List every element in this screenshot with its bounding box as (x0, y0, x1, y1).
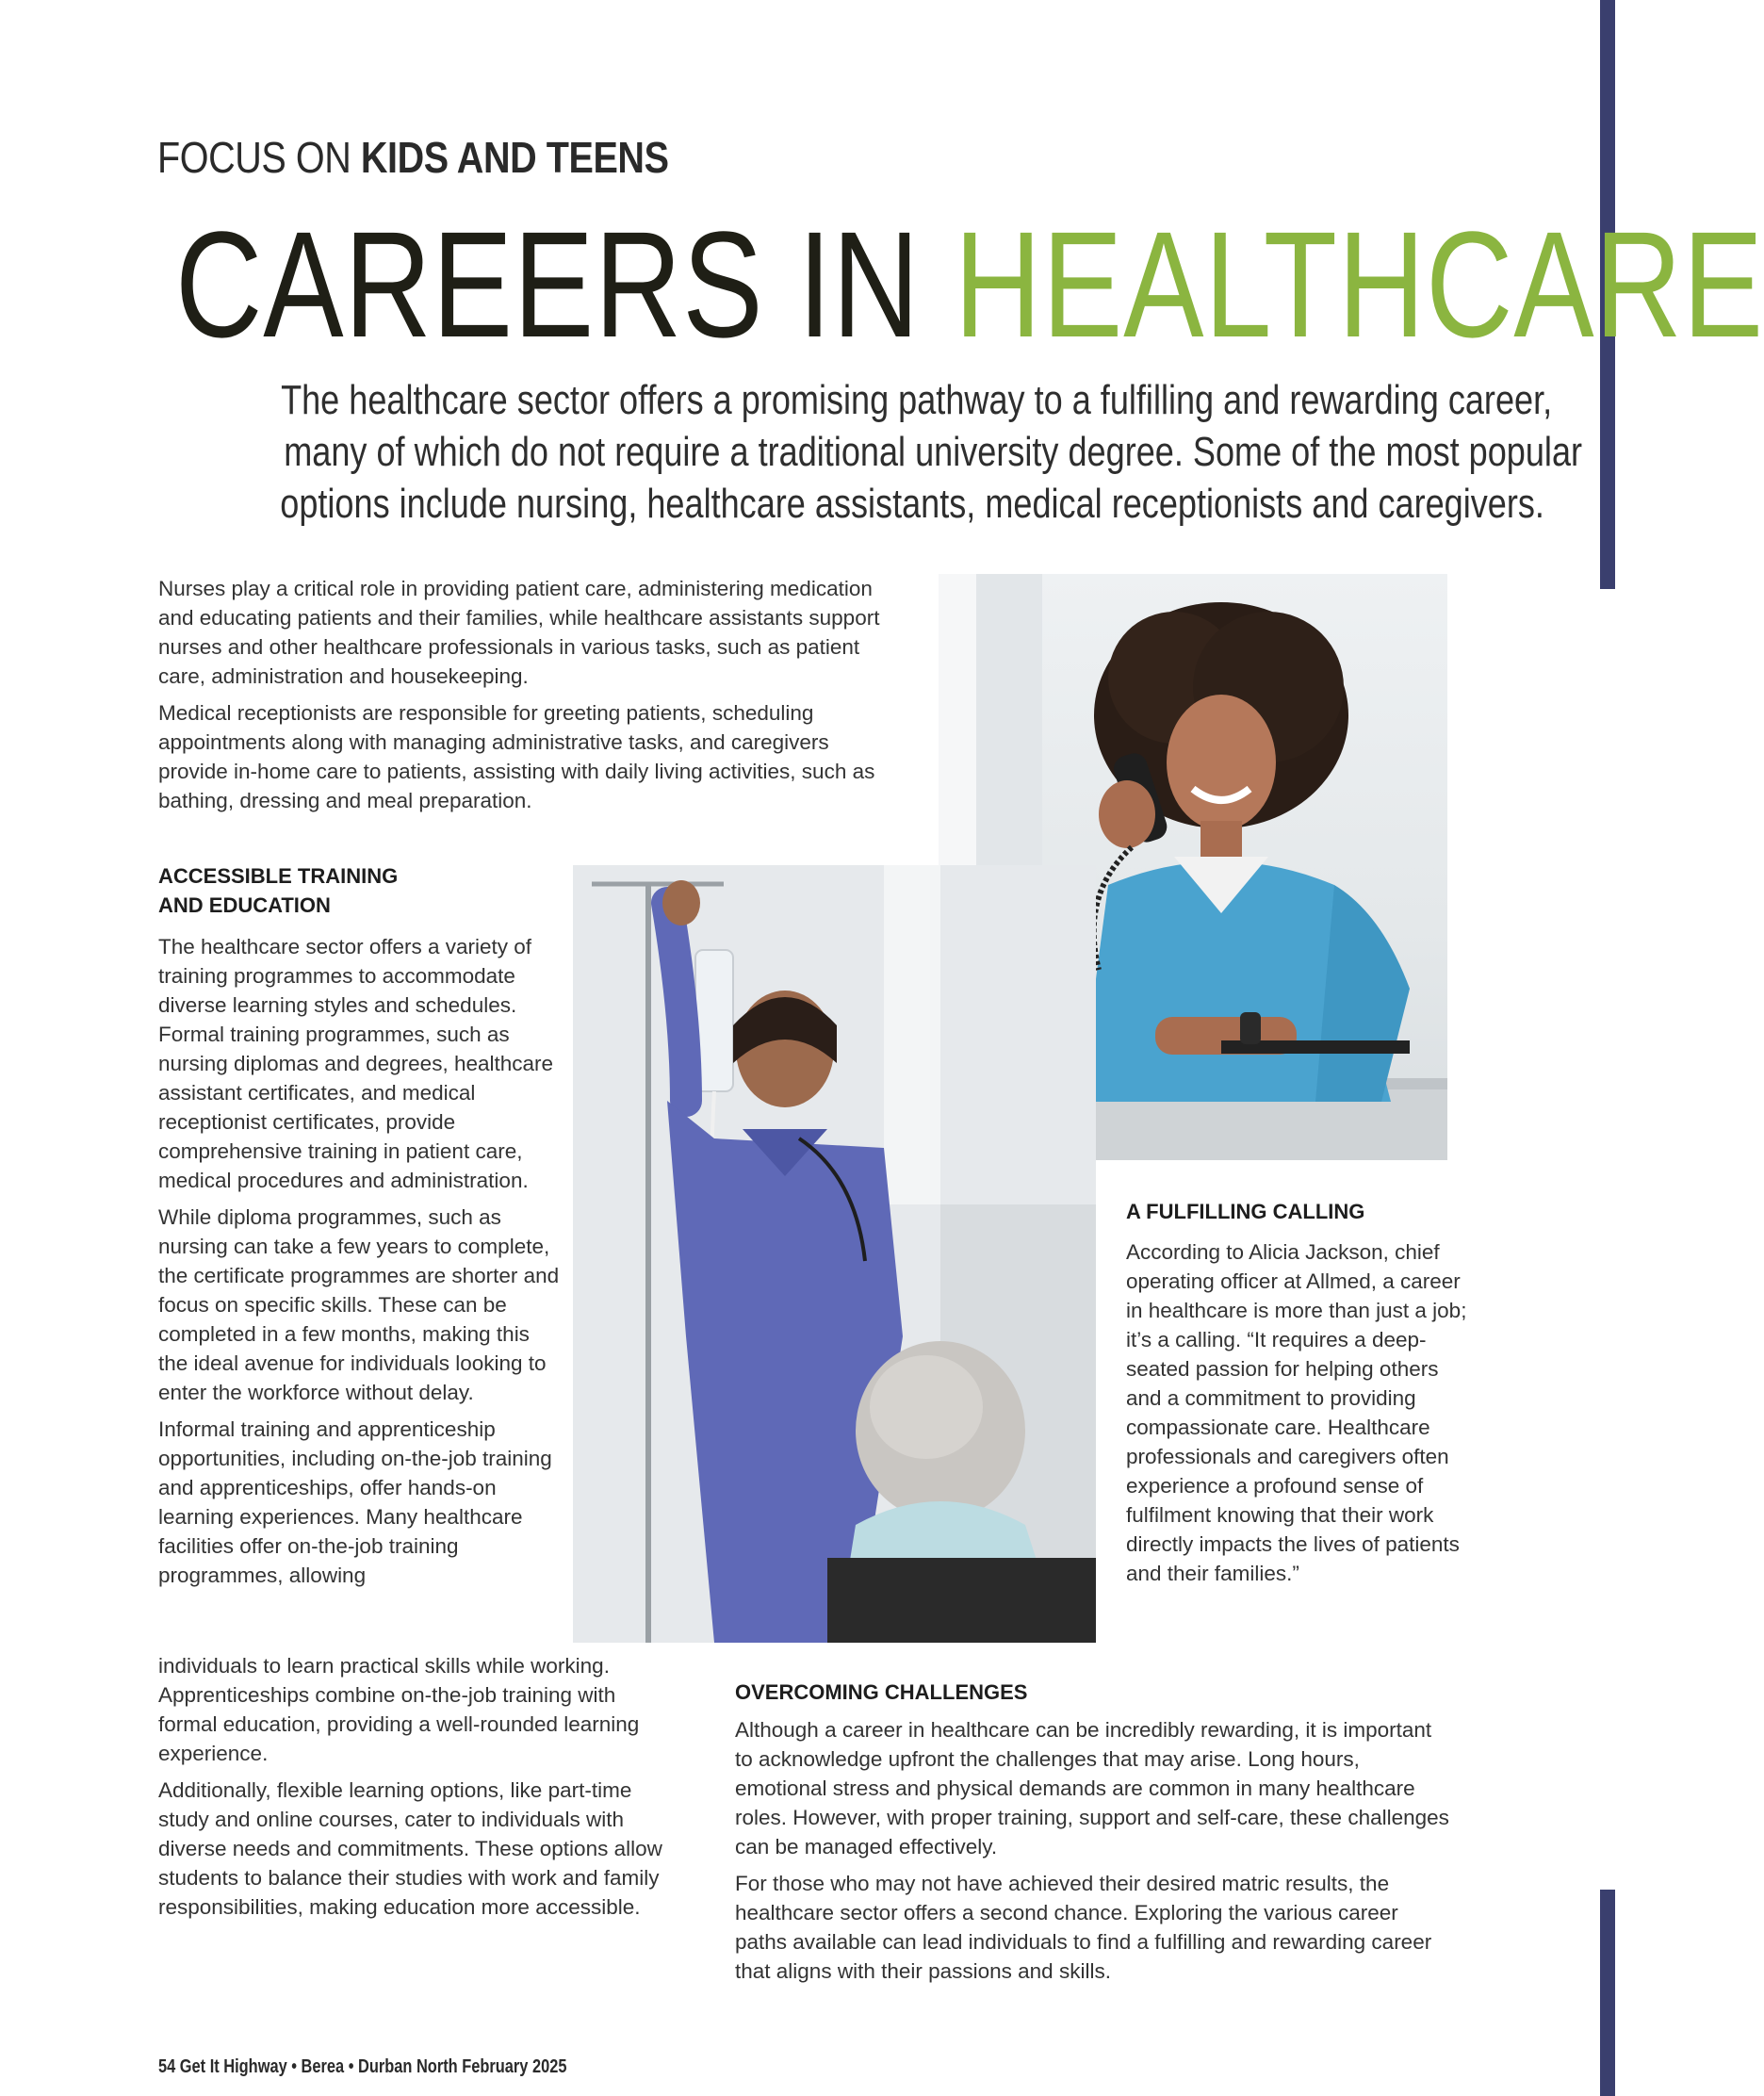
kicker-bold: KIDS AND TEENS (360, 133, 669, 182)
calling-text (1126, 1237, 1479, 1596)
lead-line: The healthcare sector offers a promising pathway to a fulfilling and rewarding career, (281, 377, 1553, 423)
training-text (158, 932, 564, 1590)
intro-text (158, 574, 893, 823)
challenges-text (735, 1715, 1451, 1993)
training-paragraph: Informal training and apprenticeship opportunities, including on-the-job training and apprenticeships, offer hands-on learning experiences. Many healthcare facilities offer on-the-job training programmes, allowing (158, 1417, 552, 1587)
challenges-paragraph: For those who may not have achieved their desired matric results, the healthcare sector offers a second chance. Exploring the various career paths available can lead individuals to find a fulfilling and rewarding career that aligns with their passions and skills. (735, 1872, 1432, 1983)
training-text-continued (158, 1651, 667, 1929)
challenges-heading: OVERCOMING CHALLENGES (735, 1680, 1028, 1704)
training-heading: ACCESSIBLE TRAINING AND EDUCATION (158, 864, 399, 917)
kicker-light: FOCUS ON (157, 133, 361, 182)
lead-line: many of which do not require a traditional university degree. Some of the most popular (284, 429, 1583, 475)
training-paragraph: While diploma programmes, such as nursing can take a few years to complete, the certificate programmes are shorter and focus on specific skills. These can be completed in a few months, making this the ideal avenue for individuals looking to enter the workforce without delay. (158, 1205, 560, 1404)
section-kicker (157, 132, 669, 183)
calling-paragraph: According to Alicia Jackson, chief operating officer at Allmed, a career in healthcare is more than just a job; it’s a calling. “It requires a deep-seated passion for helping others and a commitment to providing compassionate care. Healthcare professionals and caregivers often experience a profound sense of fulfilment knowing that their work directly impacts the lives of patients and their families.” (1126, 1240, 1467, 1585)
training-paragraph: The healthcare sector offers a variety of training programmes to accommodate diverse learning styles and schedules. Formal training programmes, such as nursing diplomas and degrees, healthcare assistant certificates, and medical receptionist certificates, provide comprehensive training in patient care, medical procedures and administration. (158, 935, 554, 1192)
challenges-paragraph: Although a career in healthcare can be incredibly rewarding, it is important to acknowledge upfront the challenges that may arise. Long hours, emotional stress and physical demands are common in many healthcare roles. However, with proper training, support and self-care, these challenges can be managed effectively. (735, 1718, 1449, 1859)
nurse-photo (573, 865, 1096, 1643)
title-dark: CAREERS IN (175, 200, 955, 368)
lead-paragraph (141, 374, 1583, 530)
page-footer: 54 Get It Highway • Berea • Durban North February 2025 (158, 2056, 567, 2077)
title-green: HEALTHCARE (954, 200, 1764, 368)
calling-heading: A FULFILLING CALLING (1126, 1200, 1365, 1223)
lead-line: options include nursing, healthcare assistants, medical receptionists and caregivers. (280, 481, 1544, 527)
training-paragraph: individuals to learn practical skills while working. Apprenticeships combine on-the-job training with formal education, providing a well-rounded learning experience. (158, 1654, 640, 1765)
page-title (175, 200, 1764, 368)
nurse-illustration (573, 865, 1096, 1643)
intro-paragraph: Medical receptionists are responsible for greeting patients, scheduling appointments along with managing administrative tasks, and caregivers provide in-home care to patients, assisting with daily living activities, such as bathing, dressing and meal preparation. (158, 701, 875, 812)
training-paragraph: Additionally, flexible learning options, like part-time study and online courses, cater to individuals with diverse needs and commitments. These options allow students to balance their studies with work and family responsibilities, making education more accessible. (158, 1778, 662, 1919)
side-tab-bottom (1600, 1890, 1615, 2096)
intro-paragraph: Nurses play a critical role in providing patient care, administering medication and educating patients and their families, while healthcare assistants support nurses and other healthcare professionals in various tasks, such as patient care, administration and housekeeping. (158, 577, 880, 688)
